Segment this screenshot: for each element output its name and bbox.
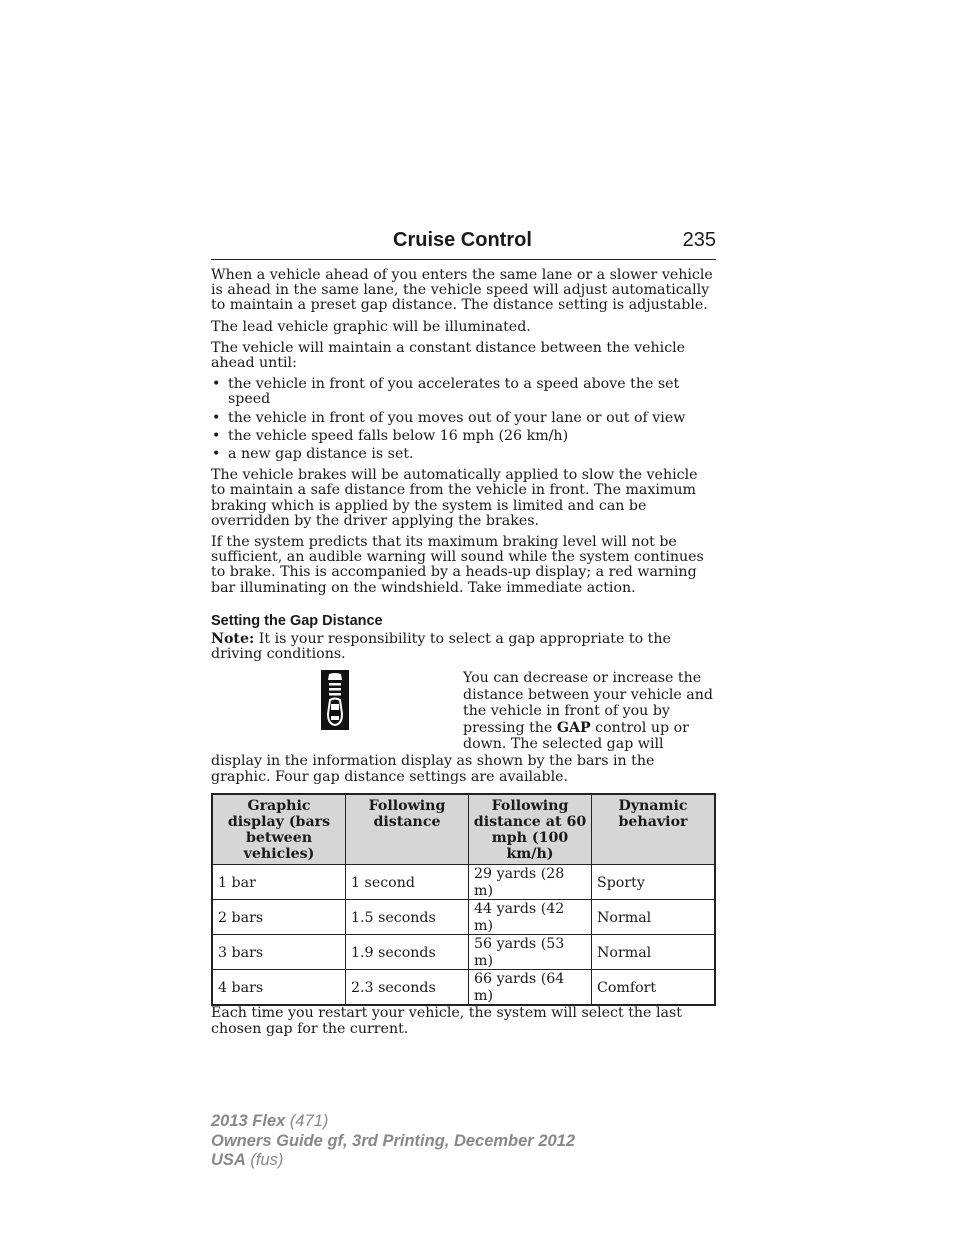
gap-graphic-container (211, 670, 463, 736)
table-row (212, 935, 715, 970)
section-heading: Setting the Gap Distance (211, 612, 383, 629)
page-header (211, 229, 716, 260)
condition-list (211, 377, 716, 462)
table-cell: Comfort (592, 970, 716, 1006)
gap-control-label: GAP (556, 719, 591, 736)
table-cell: 1.5 seconds (346, 900, 469, 935)
table-cell: 2.3 seconds (346, 970, 469, 1006)
table-cell: 44 yards (42 m) (469, 900, 592, 935)
paragraph: The vehicle brakes will be automatically applied to slow the vehicle to maintain a safe distance from the vehicle in front. The maximum braking which is applied by the system is limited and can be overridden by the driver applying the brakes. (211, 467, 698, 529)
gap-description (211, 670, 716, 785)
footer-line (211, 1132, 575, 1152)
list-item: • the vehicle in front of you accelerates to a speed above the set speed (211, 377, 716, 407)
table-cell: 3 bars (212, 935, 346, 970)
paragraph: The lead vehicle graphic will be illuminated. (211, 318, 531, 335)
table-cell: 2 bars (212, 900, 346, 935)
footer-market-code: (fus) (245, 1151, 284, 1169)
table-cell: 4 bars (212, 970, 346, 1006)
note-text: It is your responsibility to select a gap appropriate to the driving conditions. (211, 631, 671, 663)
table-header: Dynamic behavior (592, 794, 716, 865)
footer-model: 2013 Flex (211, 1112, 286, 1130)
closing-paragraph: Each time you restart your vehicle, the system will select the last chosen gap for the current. (211, 1005, 682, 1037)
table-row (212, 865, 715, 900)
table-row (212, 970, 715, 1006)
table-cell: 56 yards (53 m) (469, 935, 592, 970)
footer-line (211, 1112, 575, 1132)
table-header: Following distance (346, 794, 469, 865)
table-cell: 1 bar (212, 865, 346, 900)
table-row (212, 900, 715, 935)
table-cell: Normal (592, 900, 716, 935)
table-cell: 29 yards (28 m) (469, 865, 592, 900)
list-item: • the vehicle speed falls below 16 mph (26 km/h) (211, 429, 716, 444)
footer-market: USA (211, 1151, 246, 1169)
note-label: Note: (211, 631, 255, 648)
page-content (211, 268, 716, 1043)
table-cell: 66 yards (64 m) (469, 970, 592, 1006)
paragraph: If the system predicts that its maximum braking level will not be sufficient, an audible warning will sound while the system continues to brake. This is accompanied by a heads-up display; a red warning bar illuminating on the windshield. Take immediate action. (211, 534, 704, 596)
gap-text: control up or down. The selected gap will display in the information display as shown by the bars in the graphic. Four gap distance settings are available. (211, 719, 689, 785)
paragraph: When a vehicle ahead of you enters the same lane or a slower vehicle is ahead in the same lane, the vehicle speed will adjust automatically to maintain a preset gap distance. The distance setting is adjustable. (211, 267, 713, 314)
table-cell: Normal (592, 935, 716, 970)
page-number: 235 (682, 229, 716, 251)
footer-line (211, 1151, 575, 1171)
table-cell: Sporty (592, 865, 716, 900)
table-cell: 1.9 seconds (346, 935, 469, 970)
footer-code: (471) (285, 1112, 329, 1130)
table-header: Graphic display (bars between vehicles) (212, 794, 346, 865)
paragraph: The vehicle will maintain a constant distance between the vehicle ahead until: (211, 339, 686, 372)
gap-distance-icon (321, 670, 349, 730)
gap-distance-table (211, 793, 716, 1006)
page-footer (211, 1112, 575, 1171)
table-header: Following distance at 60 mph (100 km/h) (469, 794, 592, 865)
list-item: • the vehicle in front of you moves out of your lane or out of view (211, 411, 716, 426)
list-item: • a new gap distance is set. (211, 447, 716, 462)
page-title: Cruise Control (393, 229, 532, 251)
table-cell: 1 second (346, 865, 469, 900)
note-paragraph (211, 632, 716, 662)
gap-text: You can decrease or increase the distance between your vehicle and the vehicle in front of you by pressing the (463, 670, 713, 736)
table-header-row (212, 794, 715, 865)
footer-edition: Owners Guide gf, 3rd Printing, December 2012 (211, 1131, 576, 1150)
